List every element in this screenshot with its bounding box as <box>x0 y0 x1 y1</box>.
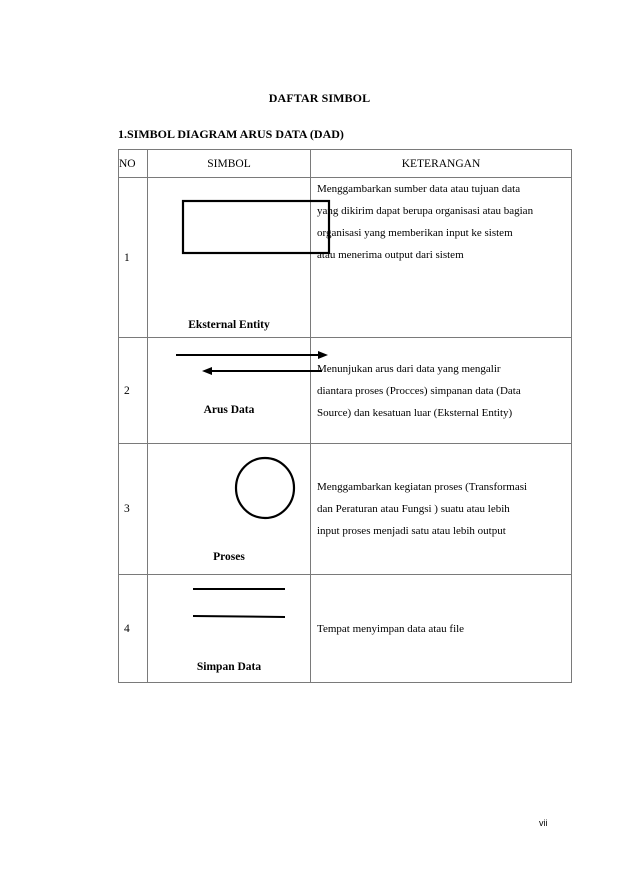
description-line: organisasi yang memberikan input ke sistem <box>317 227 513 239</box>
table-header-row <box>119 150 572 178</box>
description-line: diantara proses (Procces) simpanan data (Data <box>317 384 521 397</box>
symbol-label: Arus Data <box>203 404 255 416</box>
description-line: yang dikirim dapat berupa organisasi atau bagian <box>317 205 534 217</box>
circle-shape <box>236 458 294 518</box>
description-cell <box>311 444 572 575</box>
row-number: 4 <box>119 575 148 683</box>
symbol-label: Eksternal Entity <box>188 319 270 331</box>
description-line: dan Peraturan atau Fungsi ) suatu atau lebih <box>317 503 510 515</box>
table-row <box>119 338 572 444</box>
symbol-label: Proses <box>213 551 245 563</box>
header-description: KETERANGAN <box>311 150 572 178</box>
store-bottom-line <box>193 616 285 617</box>
data-flow-symbol <box>148 338 310 444</box>
description-line: Menggambarkan sumber data atau tujuan data <box>317 183 521 195</box>
row-number: 2 <box>119 338 148 444</box>
table-row <box>119 575 572 683</box>
rectangle-shape <box>183 201 329 253</box>
arrow-left-head <box>202 367 212 375</box>
symbol-cell <box>148 575 311 683</box>
page-number: vii <box>539 818 548 828</box>
symbol-cell <box>148 444 311 575</box>
description-line: Menggambarkan kegiatan proses (Transformasi <box>317 481 528 493</box>
description-line: Source) dan kesatuan luar (Eksternal Entity) <box>317 406 513 419</box>
symbol-cell <box>148 178 311 338</box>
description-cell <box>311 338 572 444</box>
page-title: DAFTAR SIMBOL <box>268 91 371 105</box>
symbol-cell <box>148 338 311 444</box>
row-number: 1 <box>119 178 148 338</box>
table-row <box>119 444 572 575</box>
description-line: atau menerima output dari sistem <box>317 249 464 261</box>
header-symbol: SIMBOL <box>148 150 311 178</box>
symbol-label: Simpan Data <box>196 661 262 673</box>
table-row <box>119 178 572 338</box>
description-line: Tempat menyimpan data atau file <box>317 622 465 635</box>
header-no: NO <box>119 150 148 178</box>
description-line: Menunjukan arus dari data yang mengalir <box>317 362 501 375</box>
description-cell <box>311 178 572 338</box>
external-entity-symbol <box>148 178 310 338</box>
symbol-table <box>118 149 572 683</box>
row-number: 3 <box>119 444 148 575</box>
section-title: 1.SIMBOL DIAGRAM ARUS DATA (DAD) <box>118 127 344 141</box>
description-cell <box>311 575 572 683</box>
description-line: input proses menjadi satu atau lebih output <box>317 525 506 537</box>
